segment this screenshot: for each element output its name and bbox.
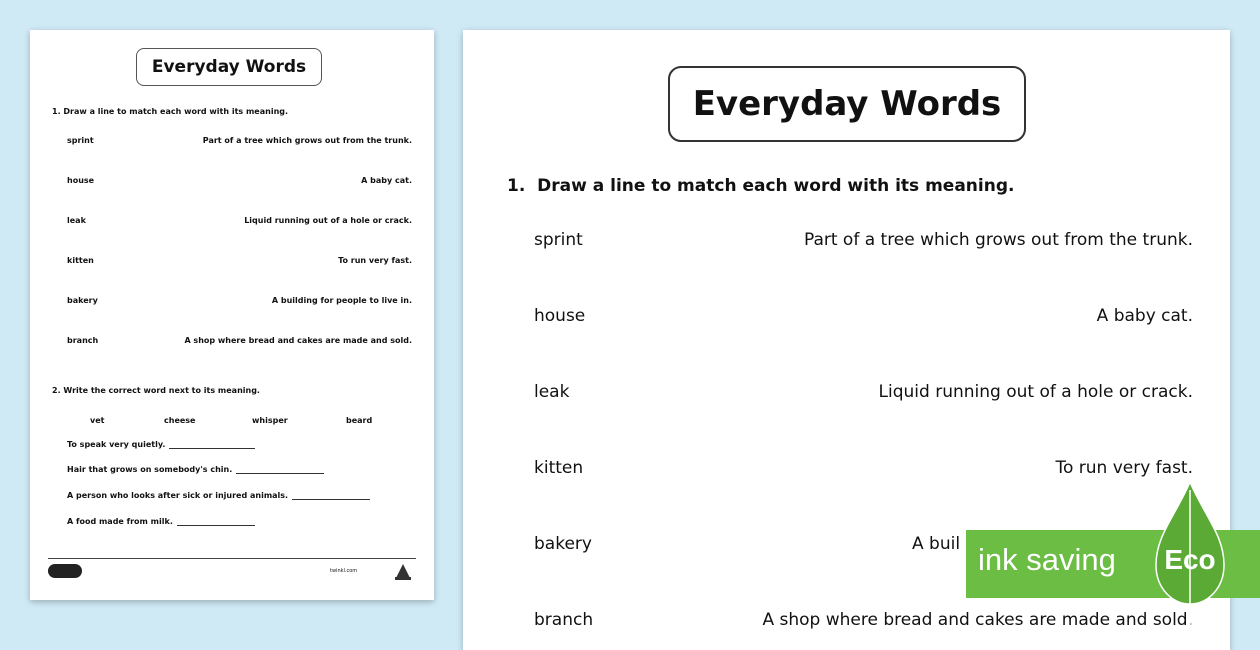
word-item: kitten [67, 256, 94, 265]
word-item[interactable]: bakery [534, 534, 592, 554]
footer-badge-icon [392, 560, 414, 582]
question1-text: Draw a line to match each word with its meaning. [63, 107, 289, 116]
word-item: bakery [67, 296, 98, 305]
meaning-item[interactable]: A shop where bread and cakes are made and sold. [762, 610, 1193, 630]
question1-text: Draw a line to match each word with its meaning. [537, 176, 1015, 196]
prompt-text: Hair that grows on somebody's chin. [67, 465, 233, 474]
ink-saving-label: ink saving [978, 542, 1116, 577]
fill-in-row [67, 517, 255, 526]
footer-text: twinkl.com [330, 568, 358, 574]
meaning-item[interactable]: To run very fast. [1055, 458, 1193, 478]
word-item: sprint [67, 136, 94, 145]
answer-blank[interactable] [236, 466, 324, 474]
question1-number: 1. [507, 176, 526, 196]
meaning-item: A shop where bread and cakes are made and sold. [184, 336, 412, 345]
question1-instruction [507, 176, 1014, 196]
prompt-text: A food made from milk. [67, 517, 173, 526]
worksheet-title-small: Everyday Words [136, 48, 322, 86]
answer-blank[interactable] [177, 518, 255, 526]
word-bank-item: beard [346, 416, 373, 425]
question2-text: Write the correct word next to its meaning. [63, 386, 260, 395]
twinkl-logo-icon [48, 564, 82, 578]
word-item: leak [67, 216, 86, 225]
word-item[interactable]: branch [534, 610, 594, 630]
ink-saving-eco-badge [966, 480, 1260, 630]
footer-divider [48, 558, 416, 559]
word-item[interactable]: kitten [534, 458, 584, 478]
meaning-item[interactable]: A baby cat. [1096, 306, 1193, 326]
meaning-item: Part of a tree which grows out from the trunk. [202, 136, 412, 145]
prompt-text: To speak very quietly. [67, 440, 166, 449]
question1-number: 1. [52, 107, 61, 116]
word-bank-item: vet [90, 416, 105, 425]
word-item: house [67, 176, 95, 185]
meaning-item: A baby cat. [361, 176, 412, 185]
eco-tag: Eco [1164, 544, 1216, 575]
question2-instruction-small [52, 386, 260, 395]
meaning-item: A building for people to live in. [271, 296, 412, 305]
fill-in-row [67, 440, 255, 449]
fill-in-row [67, 465, 324, 474]
fill-in-row [67, 491, 370, 500]
prompt-text: A person who looks after sick or injured animals. [67, 491, 289, 500]
meaning-item: Liquid running out of a hole or crack. [244, 216, 412, 225]
meaning-item[interactable]: Liquid running out of a hole or crack. [878, 382, 1193, 402]
word-item[interactable]: leak [534, 382, 570, 402]
question1-instruction-small [52, 107, 288, 116]
word-bank-item: cheese [164, 416, 196, 425]
meaning-item: To run very fast. [338, 256, 412, 265]
word-item[interactable]: sprint [534, 230, 583, 250]
question2-number: 2. [52, 386, 61, 395]
word-bank-item: whisper [252, 416, 288, 425]
worksheet-title: Everyday Words [668, 66, 1026, 142]
word-item[interactable]: house [534, 306, 586, 326]
answer-blank[interactable] [292, 492, 370, 500]
worksheet-preview-small [30, 30, 434, 600]
meaning-item[interactable]: Part of a tree which grows out from the trunk. [803, 230, 1193, 250]
answer-blank[interactable] [169, 441, 255, 449]
word-item: branch [67, 336, 99, 345]
meaning-item-partial[interactable]: A buil [912, 534, 961, 554]
